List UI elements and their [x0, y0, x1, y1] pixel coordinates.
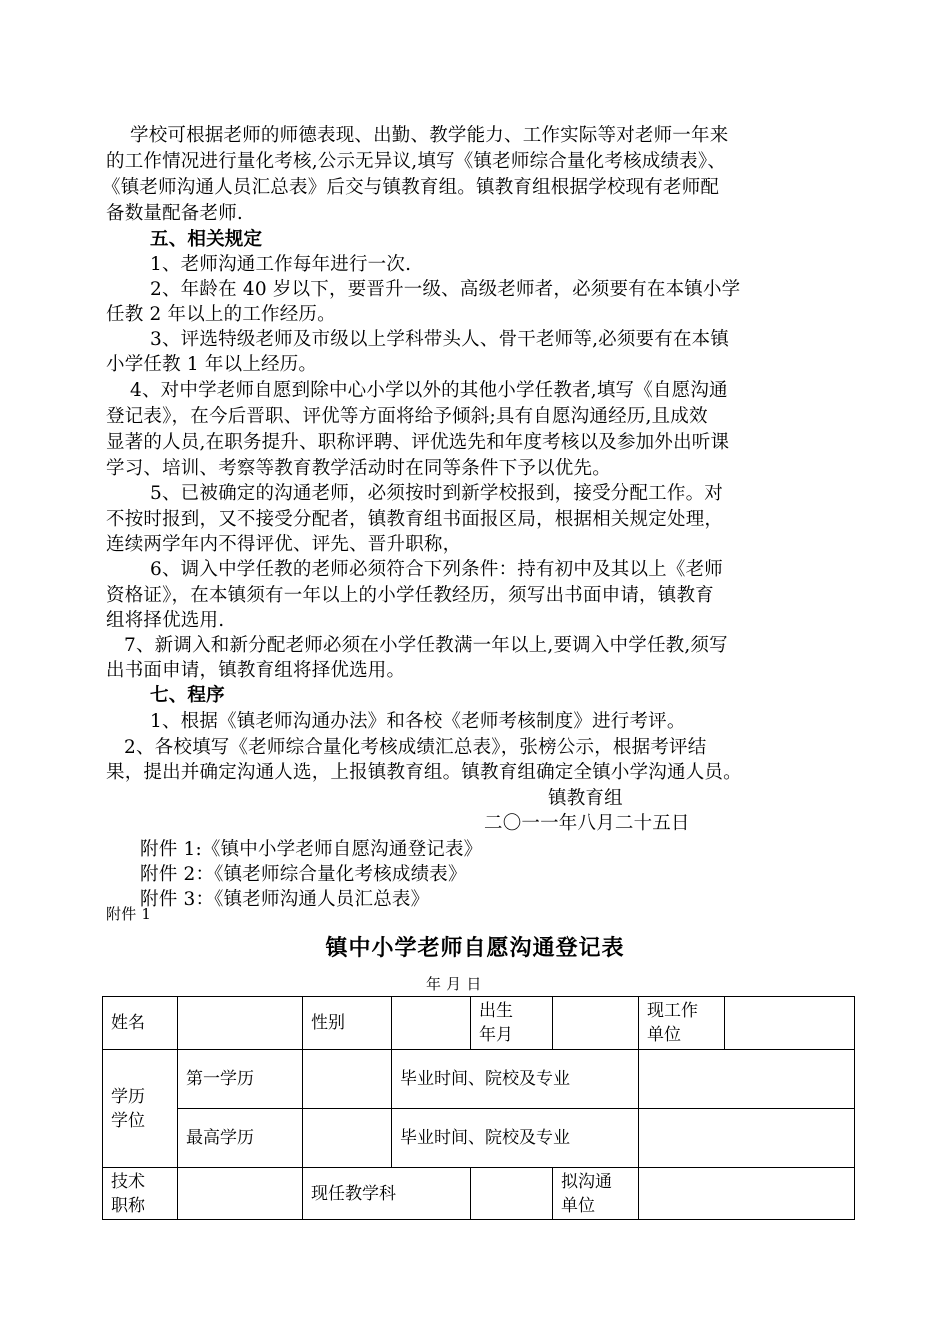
- paragraph-line: 《镇老师沟通人员汇总表》后交与镇教育组。镇教育组根据学校现有老师配: [102, 177, 720, 198]
- attachment-item: 附件 2：《镇老师综合量化考核成绩表》: [140, 864, 467, 885]
- paragraph-line: 的工作情况进行量化考核,公示无异议,填写《镇老师综合量化考核成绩表》、: [106, 151, 727, 172]
- rule-line: 组将择优选用.: [106, 610, 225, 631]
- current-unit-label: 现工作 单位: [639, 997, 725, 1049]
- rule-line: 1、老师沟通工作每年进行一次.: [150, 254, 412, 275]
- first-degree-label: 第一学历: [178, 1050, 303, 1109]
- highest-degree-field[interactable]: [303, 1109, 392, 1168]
- birth-label: 出生 年月: [471, 997, 553, 1050]
- grad-info-label: 毕业时间、院校及专业: [392, 1050, 639, 1109]
- rule-line: 4、对中学老师自愿到除中心小学以外的其他小学任教者,填写《自愿沟通: [130, 380, 728, 401]
- target-unit-label: 拟沟通 单位: [553, 1168, 639, 1220]
- attachment-label: 附件 1: [106, 905, 152, 923]
- current-unit-cell: [639, 997, 855, 1050]
- attachment-item: 附件 1:《镇中小学老师自愿沟通登记表》: [140, 839, 483, 860]
- education-label: 学历 学位: [103, 1050, 178, 1168]
- current-subject-field[interactable]: [471, 1168, 553, 1220]
- rule-line: 小学任教 1 年以上经历。: [106, 354, 318, 375]
- rule-line: 连续两学年内不得评优、评先、晋升职称，: [106, 534, 462, 555]
- grad-info-label: 毕业时间、院校及专业: [392, 1109, 639, 1168]
- first-degree-field[interactable]: [303, 1050, 392, 1109]
- rule-line: 任教 2 年以上的工作经历。: [106, 304, 336, 325]
- rule-line: 5、已被确定的沟通老师，必须按时到新学校报到，接受分配工作。对: [150, 483, 723, 504]
- tech-title-label: 技术 职称: [103, 1168, 178, 1220]
- rule-line: 2、年龄在 40 岁以下，要晋升一级、高级老师者，必须要有在本镇小学: [150, 279, 741, 300]
- paragraph-line: 备数量配备老师.: [106, 203, 243, 224]
- rule-line: 显著的人员,在职务提升、职称评聘、评优选先和年度考核以及参加外出听课: [106, 432, 730, 453]
- rule-line: 登记表》，在今后晋职、评优等方面将给予倾斜;具有自愿沟通经历,且成效: [106, 406, 708, 427]
- current-subject-label: 现任教学科: [303, 1168, 471, 1220]
- target-unit-field[interactable]: [639, 1168, 855, 1220]
- signature: 镇教育组: [548, 788, 623, 809]
- rule-line: 出书面申请，镇教育组将择优选用。: [106, 660, 406, 681]
- rule-line: 学习、培训、考察等教育教学活动时在同等条件下予以优先。: [106, 458, 611, 479]
- gender-field[interactable]: [392, 997, 471, 1050]
- current-unit-field[interactable]: [725, 997, 854, 1049]
- birth-field[interactable]: [553, 997, 639, 1050]
- rule-line: 6、调入中学任教的老师必须符合下列条件：持有初中及其以上《老师: [150, 559, 723, 580]
- name-label: 姓名: [103, 997, 178, 1050]
- first-degree-grad-field[interactable]: [639, 1050, 855, 1109]
- registration-form-table: [102, 996, 855, 1220]
- name-field[interactable]: [178, 997, 303, 1050]
- procedure-line: 2、各校填写《老师综合量化考核成绩汇总表》，张榜公示，根据考评结: [124, 737, 707, 758]
- rule-line: 3、评选特级老师及市级以上学科带头人、骨干老师等,必须要有在本镇: [150, 329, 730, 350]
- date: 二〇一一年八月二十五日: [484, 813, 690, 834]
- paragraph-line: 学校可根据老师的师德表现、出勤、教学能力、工作实际等对老师一年来: [130, 125, 729, 146]
- procedure-line: 果，提出并确定沟通人选，上报镇教育组。镇教育组确定全镇小学沟通人员。: [106, 762, 742, 783]
- section-heading: 五、相关规定: [150, 229, 263, 250]
- attachment-item: 附件 3：《镇老师沟通人员汇总表》: [140, 889, 430, 910]
- form-title: 镇中小学老师自愿沟通登记表: [325, 935, 625, 961]
- highest-degree-grad-field[interactable]: [639, 1109, 855, 1168]
- procedure-line: 1、根据《镇老师沟通办法》和各校《老师考核制度》进行考评。: [150, 711, 686, 732]
- tech-title-field[interactable]: [178, 1168, 303, 1220]
- rule-line: 不按时报到，又不接受分配者，镇教育组书面报区局，根据相关规定处理，: [106, 509, 724, 530]
- section-heading: 七、程序: [150, 685, 225, 706]
- rule-line: 资格证》，在本镇须有一年以上的小学任教经历，须写出书面申请，镇教育: [106, 585, 714, 606]
- form-date-line: 年 月 日: [426, 975, 482, 993]
- gender-label: 性别: [303, 997, 392, 1050]
- highest-degree-label: 最高学历: [178, 1109, 303, 1168]
- rule-line: 7、新调入和新分配老师必须在小学任教满一年以上,要调入中学任教,须写: [124, 635, 728, 656]
